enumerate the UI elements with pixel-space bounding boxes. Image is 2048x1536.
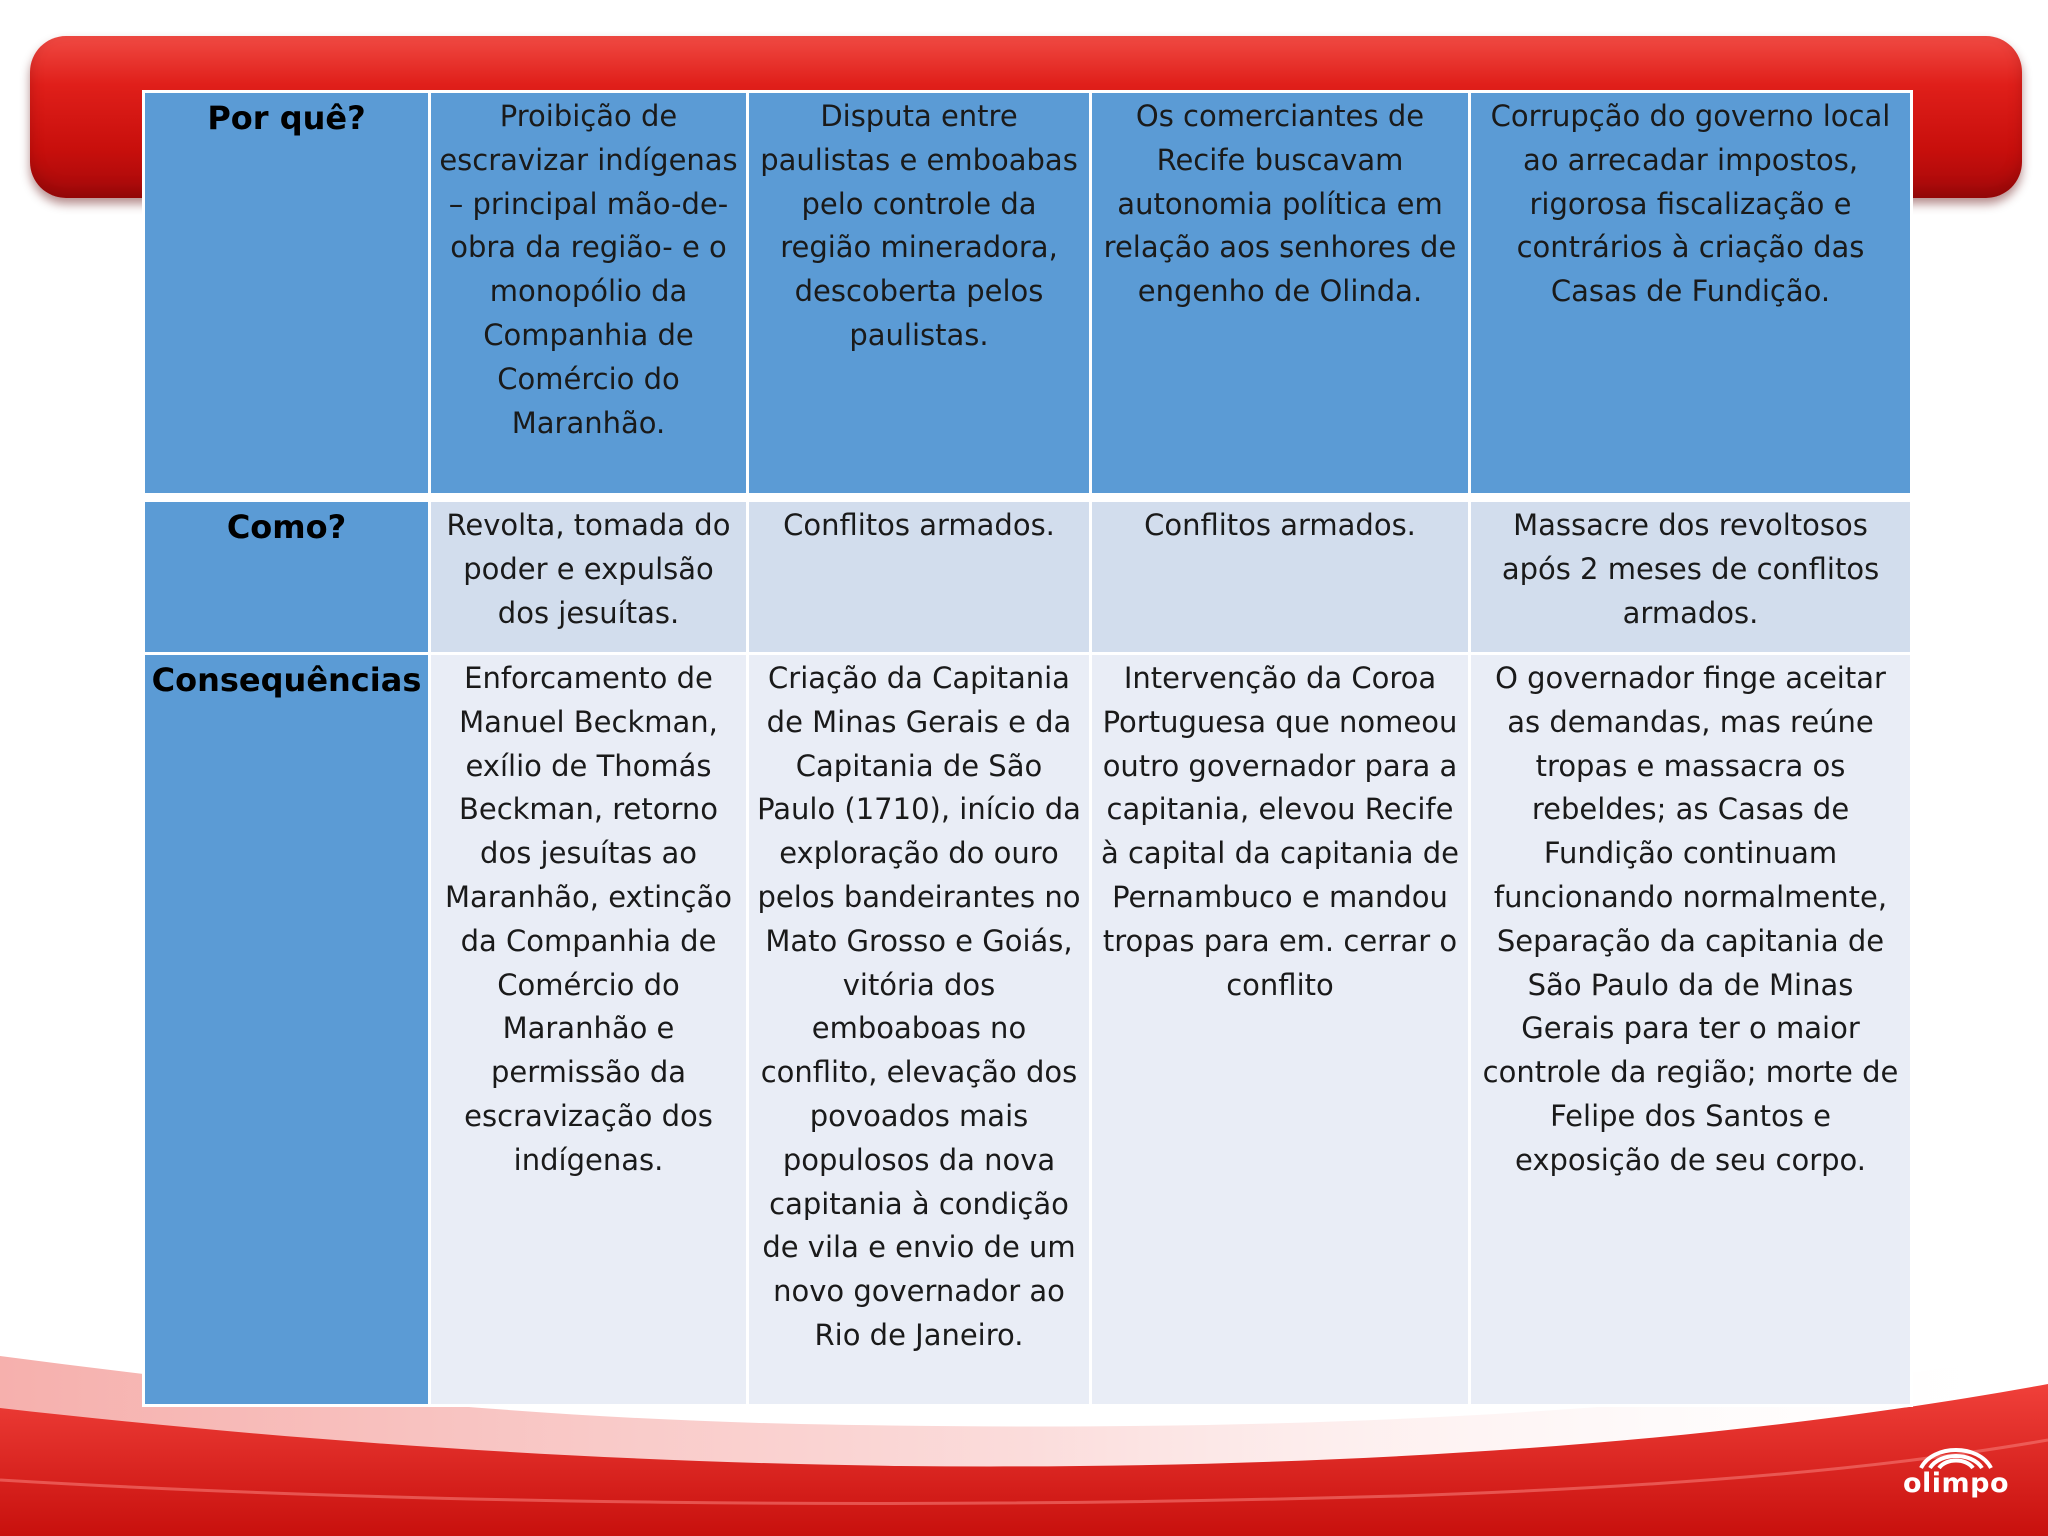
table-cell: Os comerciantes de Recife buscavam autonomia política em relação aos senhores de engenho de Olinda. (1091, 92, 1470, 498)
table-cell: Conflitos armados. (1091, 498, 1470, 654)
olimpo-logo-text: olimpo (1902, 1468, 2010, 1499)
table-cell: Disputa entre paulistas e emboabas pelo controle da região mineradora, descoberta pelos paulistas. (748, 92, 1091, 498)
table-cell: Enforcamento de Manuel Beckman, exílio de Thomás Beckman, retorno dos jesuítas ao Maranhão, extinção da Companhia de Comércio do Maranhão e permissão da escravização dos indígenas. (430, 654, 748, 1406)
table-row (144, 92, 1912, 498)
table-cell: Corrupção do governo local ao arrecadar impostos, rigorosa fiscalização e contrários à criação das Casas de Fundição. (1470, 92, 1912, 498)
table-cell: Criação da Capitania de Minas Gerais e da Capitania de São Paulo (1710), início da exploração do ouro pelos bandeirantes no Mato Grosso e Goiás, vitória dos emboaboas no conflito, elevação dos povoados mais populosos da nova capitania à condição de vila e envio de um novo governador ao Rio de Janeiro. (748, 654, 1091, 1406)
table-cell: Revolta, tomada do poder e expulsão dos jesuítas. (430, 498, 748, 654)
revolts-summary-table (142, 90, 1913, 1407)
table-cell: O governador finge aceitar as demandas, mas reúne tropas e massacra os rebeldes; as Casas de Fundição continuam funcionando normalmente, Separação da capitania de São Paulo da de Minas Gerais para ter o maior controle da região; morte de Felipe dos Santos e exposição de seu corpo. (1470, 654, 1912, 1406)
table-cell: Proibição de escravizar indígenas – principal mão-de-obra da região- e o monopólio da Companhia de Comércio do Maranhão. (430, 92, 748, 498)
row-header-como: Como? (144, 498, 430, 654)
table-row (144, 498, 1912, 654)
olimpo-logo (1890, 1438, 2022, 1518)
table-cell: Massacre dos revoltosos após 2 meses de conflitos armados. (1470, 498, 1912, 654)
table-cell: Intervenção da Coroa Portuguesa que nomeou outro governador para a capitania, elevou Recife à capital da capitania de Pernambuco e mandou tropas para em. cerrar o conflito (1091, 654, 1470, 1406)
row-header-por-que: Por quê? (144, 92, 430, 498)
table-row (144, 654, 1912, 1406)
olimpo-logo-icon (1915, 1438, 1997, 1472)
row-header-consequencias: Consequências (144, 654, 430, 1406)
table-cell: Conflitos armados. (748, 498, 1091, 654)
